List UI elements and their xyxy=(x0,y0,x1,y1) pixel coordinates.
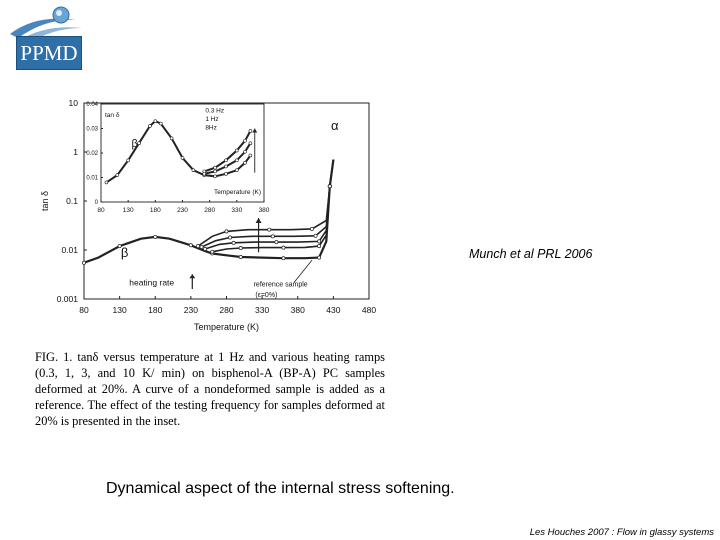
footer-text: Les Houches 2007 : Flow in glassy systems xyxy=(529,527,714,538)
inset-data-point xyxy=(116,174,119,177)
x-tick-label: 180 xyxy=(148,305,163,315)
data-point xyxy=(282,246,285,249)
data-point xyxy=(196,245,199,248)
reference-strain-label: (ε=0%) xyxy=(255,291,278,299)
data-point xyxy=(204,247,207,250)
strain-arrowhead xyxy=(256,218,262,223)
inset-legend-entry: 8Hz xyxy=(205,124,217,132)
inset-data-point xyxy=(243,161,246,164)
beta-label: β xyxy=(120,244,129,260)
data-point xyxy=(318,240,321,243)
inset-y-tick-label: 0.02 xyxy=(86,151,98,157)
data-point xyxy=(318,256,321,259)
inset-data-point xyxy=(249,154,252,157)
slide-headline: Dynamical aspect of the internal stress softening. xyxy=(106,480,455,497)
x-tick-label: 430 xyxy=(326,305,341,315)
inset-data-point xyxy=(235,169,238,172)
inset-legend-entry: 1 Hz xyxy=(205,116,219,124)
x-tick-label: 130 xyxy=(112,305,127,315)
data-point xyxy=(154,235,157,238)
figure-panel xyxy=(36,92,386,337)
inset-data-point xyxy=(127,159,130,162)
inset-data-point xyxy=(249,129,252,132)
data-point xyxy=(314,234,317,237)
data-point xyxy=(225,230,228,233)
data-point xyxy=(282,257,285,260)
y-tick-label: 0.1 xyxy=(66,196,78,206)
inset-x-tick-label: 380 xyxy=(258,207,270,214)
inset-x-tick-label: 230 xyxy=(177,207,188,214)
x-tick-label: 330 xyxy=(255,305,270,315)
inset-plot-frame xyxy=(101,104,264,202)
inset-data-point xyxy=(181,156,184,159)
citation: Munch et al PRL 2006 xyxy=(469,247,593,261)
inset-x-tick-label: 180 xyxy=(149,207,161,214)
data-point xyxy=(239,246,242,249)
x-tick-label: 480 xyxy=(361,305,377,315)
inset-data-point xyxy=(148,125,151,128)
inset-y-tick-label: 0 xyxy=(94,200,98,206)
inset-y-tick-label: 0.03 xyxy=(86,126,98,133)
data-point xyxy=(189,244,192,247)
inset-data-point xyxy=(170,137,173,140)
inset-x-tick-label: 130 xyxy=(122,207,134,214)
inset-data-point xyxy=(214,170,217,173)
inset-data-point xyxy=(224,159,227,162)
inset-x-tick-label: 330 xyxy=(231,207,243,214)
x-tick-label: 280 xyxy=(219,305,234,315)
inset-data-point xyxy=(192,169,195,172)
data-point xyxy=(318,245,321,248)
inset-data-point xyxy=(105,181,108,184)
inset-y-tick-label: 0.01 xyxy=(86,175,98,182)
ppmd-logo xyxy=(6,4,86,68)
inset-data-point xyxy=(224,165,227,168)
inset-data-point xyxy=(154,120,157,123)
inset-data-point xyxy=(214,175,217,178)
data-point xyxy=(328,185,331,188)
data-point xyxy=(310,227,313,230)
x-tick-label: 80 xyxy=(79,305,89,315)
x-tick-label: 380 xyxy=(290,305,305,315)
x-tick-label: 230 xyxy=(183,305,198,315)
data-point xyxy=(228,236,231,239)
inset-x-tick-label: 280 xyxy=(204,207,216,214)
inset-legend-entry: 0.3 Hz xyxy=(205,107,225,115)
data-point xyxy=(232,241,235,244)
inset-x-tick-label: 80 xyxy=(97,207,105,214)
y-tick-label: 0.01 xyxy=(61,245,78,255)
inset-beta-label: β xyxy=(131,137,138,150)
inset-data-point xyxy=(235,149,238,152)
data-point xyxy=(211,250,214,253)
inset-title: tan δ xyxy=(105,112,120,119)
heating-rate-arrowhead xyxy=(189,274,195,278)
alpha-label: α xyxy=(331,118,339,134)
logo-text: PPMD xyxy=(16,36,82,70)
inset-data-point xyxy=(243,150,246,153)
inset-data-point xyxy=(203,170,206,173)
inset-data-point xyxy=(159,122,162,125)
tan-delta-chart xyxy=(36,92,386,337)
inset-data-point xyxy=(235,159,238,162)
inset-data-point xyxy=(224,172,227,175)
x-axis-label: Temperature (K) xyxy=(193,322,260,332)
y-axis-label: tan δ xyxy=(40,190,50,212)
reference-label: reference sample xyxy=(253,281,308,289)
inset-data-point xyxy=(249,142,252,145)
data-point xyxy=(275,240,278,243)
inset-y-tick-label: 0.04 xyxy=(86,102,98,108)
y-tick-label: 0.001 xyxy=(56,294,78,304)
figure-caption: FIG. 1. tanδ versus temperature at 1 Hz and various heating ramps (0.3, 1, 3, and 10 K/ min) on bisphenol-A (BP-A) PC samples deformed at 20%. A curve of a nondeformed sample is added as a reference. The effect of the testing frequency for samples deformed at 20% is presented in the inset. xyxy=(35,350,385,428)
inset-data-point xyxy=(243,139,246,142)
heating-rate-label: heating rate xyxy=(129,277,175,288)
data-point xyxy=(82,261,85,264)
y-tick-label: 10 xyxy=(68,98,78,108)
data-point xyxy=(200,245,203,248)
data-point xyxy=(271,235,274,238)
inset-x-axis-label: Temperature (K) xyxy=(214,189,261,196)
y-tick-label: 1 xyxy=(73,147,78,157)
inset-data-point xyxy=(214,166,217,169)
inset-data-point xyxy=(138,142,141,145)
data-point xyxy=(268,228,271,231)
data-point xyxy=(239,255,242,258)
reference-pointer xyxy=(294,260,312,282)
